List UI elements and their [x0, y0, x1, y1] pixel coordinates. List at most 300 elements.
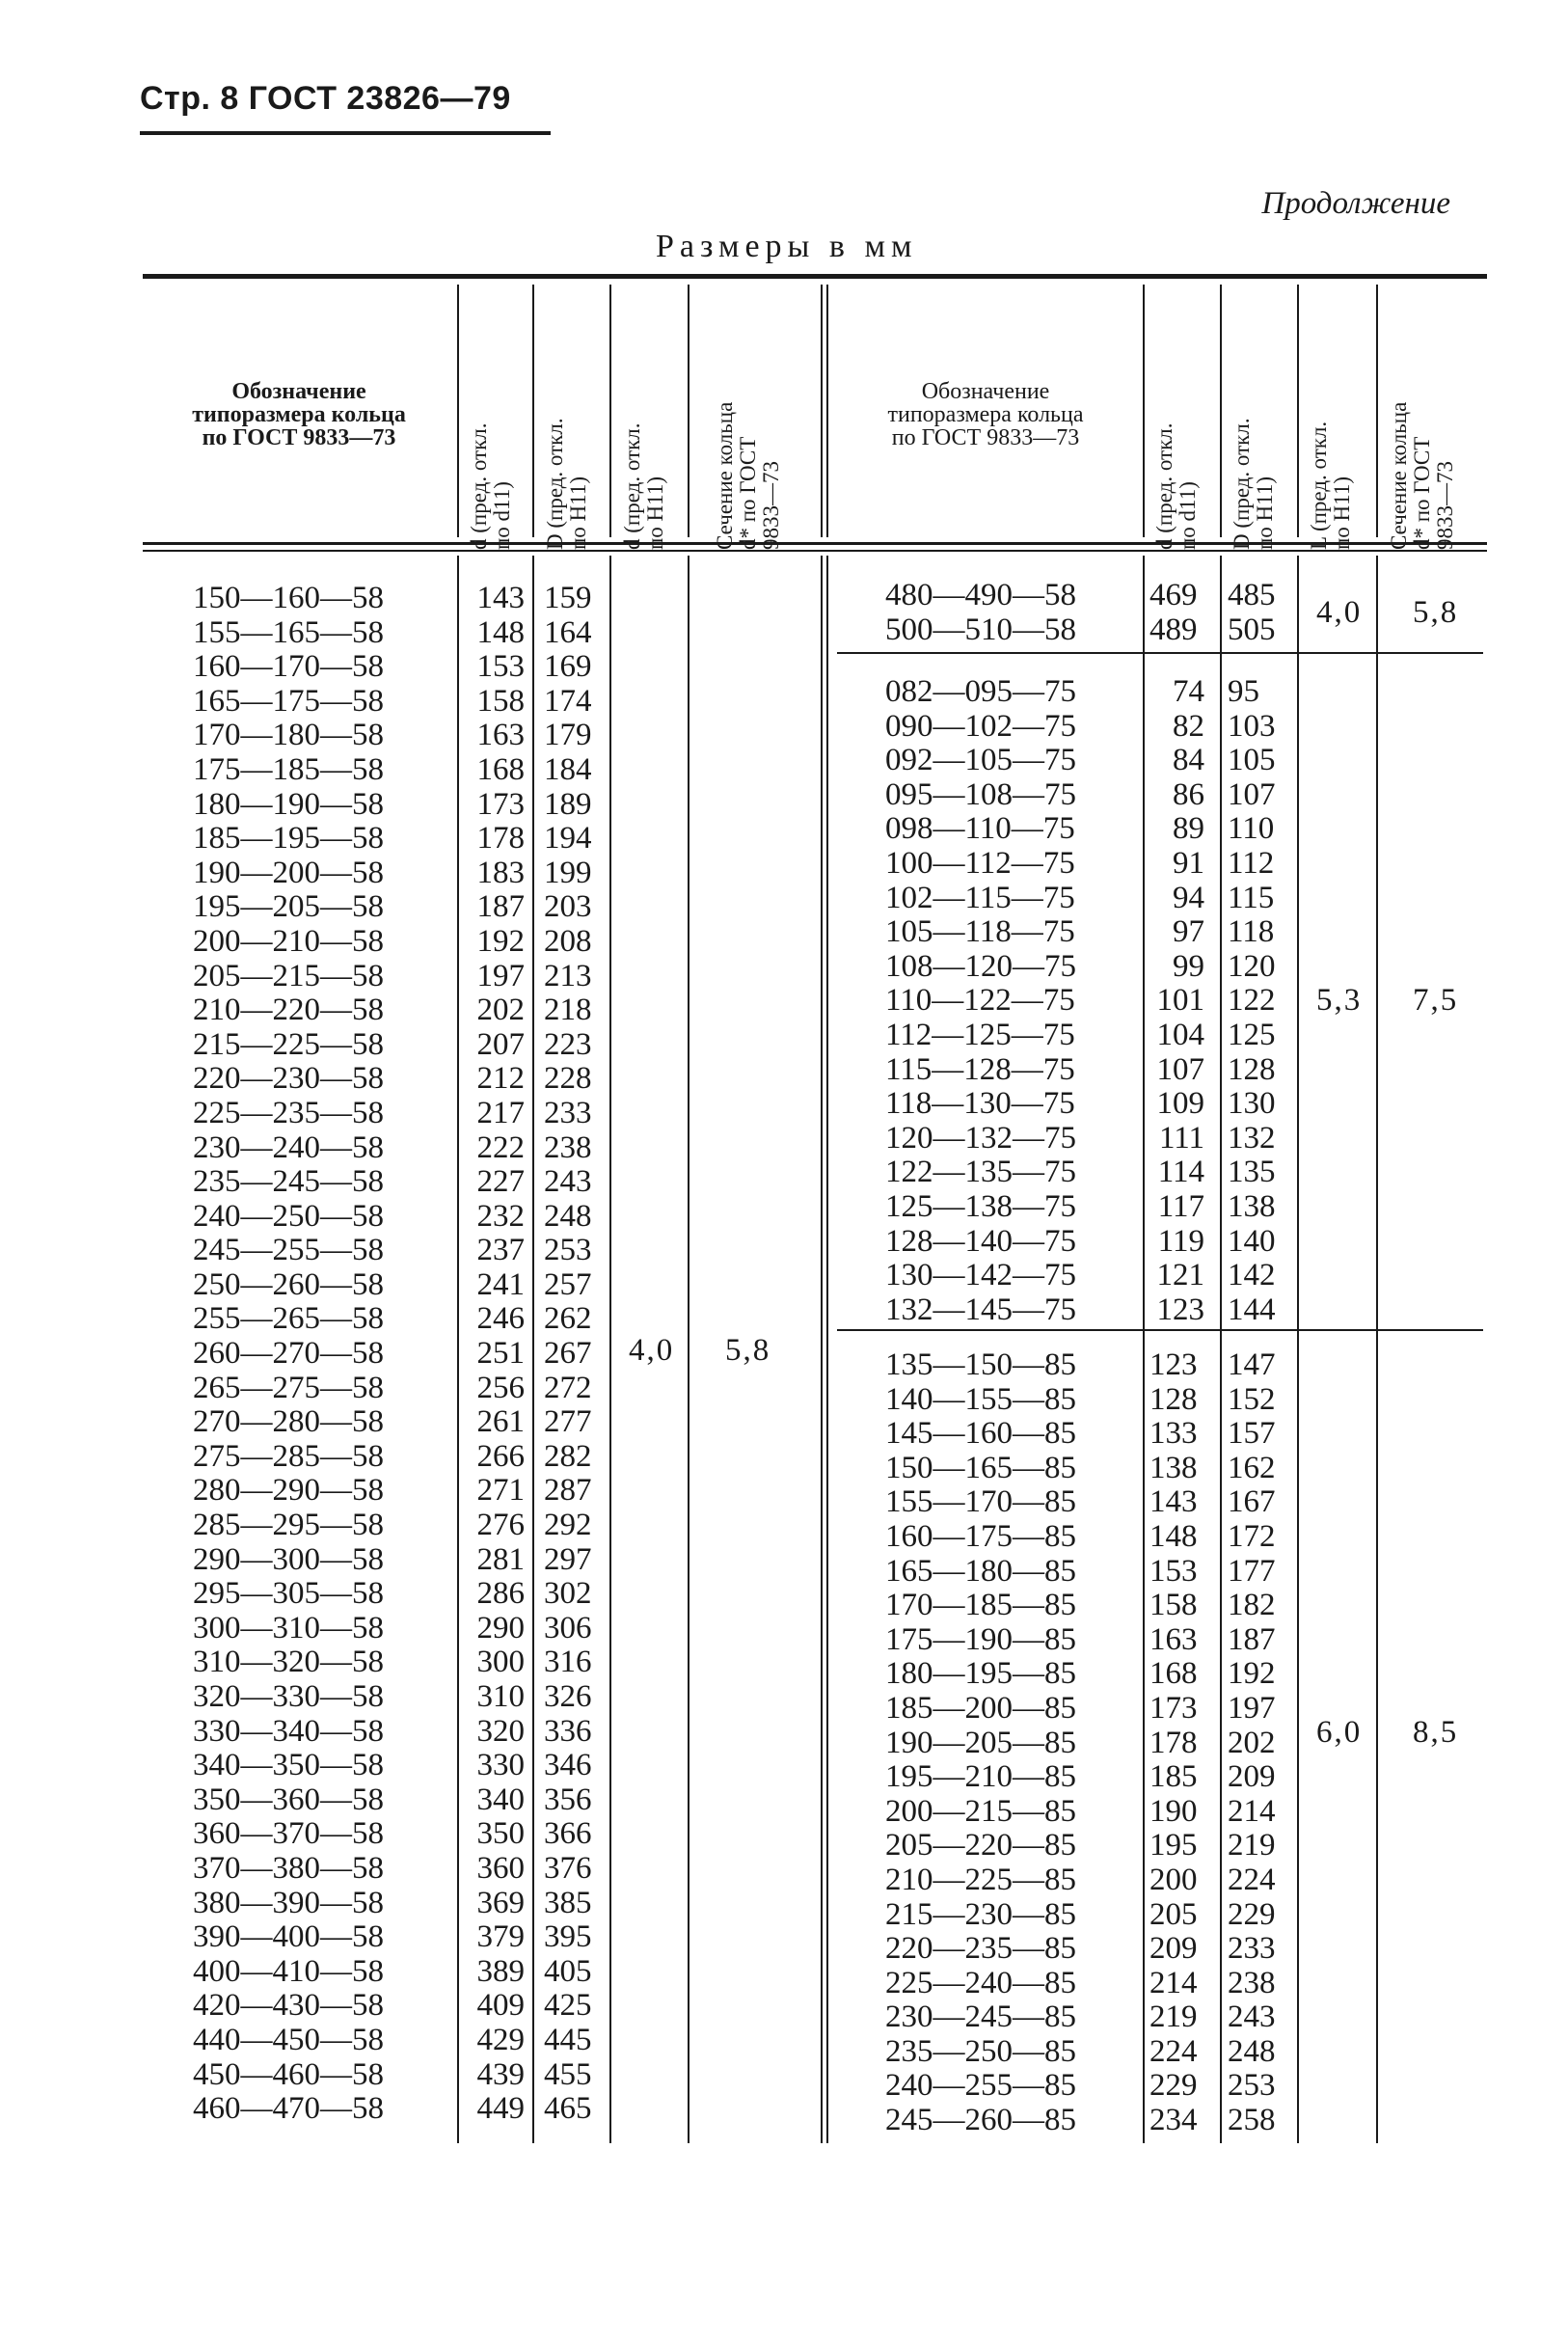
- table-cell-d: 234: [1149, 2103, 1198, 2138]
- table-row-designation: 132—145—75: [885, 1292, 1076, 1327]
- table-cell-d: 74: [1173, 674, 1204, 709]
- table-cell-D: 189: [544, 786, 592, 822]
- table-cell-d: 200: [1149, 1862, 1198, 1897]
- table-row-designation: 280—290—58: [193, 1473, 384, 1509]
- table-row-designation: 320—330—58: [193, 1679, 384, 1714]
- table-row-designation: 275—285—58: [193, 1438, 384, 1474]
- table-cell-D: 326: [544, 1679, 592, 1714]
- table-cell-d: 224: [1149, 2033, 1198, 2069]
- table-row-designation: 200—215—85: [885, 1793, 1076, 1829]
- table-row-designation: 250—260—58: [193, 1266, 384, 1302]
- table-row-designation: 265—275—58: [193, 1370, 384, 1405]
- table-cell-d: 439: [476, 2056, 525, 2092]
- table-cell-D: 214: [1228, 1793, 1276, 1829]
- table-cell-d: 148: [1149, 1518, 1198, 1554]
- table-cell-D: 194: [544, 821, 592, 857]
- page-header: Стр. 8 ГОСТ 23826—79: [140, 80, 511, 117]
- table-cell-d: 173: [476, 786, 525, 822]
- table-cell-d: 237: [476, 1233, 525, 1268]
- table-row-designation: 185—200—85: [885, 1690, 1076, 1726]
- table-cell-D: 376: [544, 1850, 592, 1886]
- table-cell-D: 152: [1228, 1381, 1276, 1417]
- table-cell-D: 306: [544, 1610, 592, 1645]
- table-cell-d: 192: [476, 923, 525, 959]
- table-cell-D: 233: [544, 1095, 592, 1130]
- table-cell-D: 140: [1228, 1223, 1276, 1259]
- right-L-header: L (пред. откл. по H11): [1307, 421, 1354, 550]
- table-cell-d: 163: [1149, 1621, 1198, 1657]
- table-row-designation: 235—245—58: [193, 1164, 384, 1200]
- right-body-divider-4: [1376, 556, 1378, 2143]
- table-cell-D: 213: [544, 958, 592, 993]
- table-cell-d: 205: [1149, 1896, 1198, 1932]
- right-section-header: Сечение кольца d* по ГОСТ 9833—73: [1387, 401, 1457, 550]
- table-cell-d: 97: [1173, 914, 1204, 950]
- table-row-designation: 235—250—85: [885, 2033, 1076, 2069]
- left-body-divider-4: [688, 556, 689, 2143]
- table-cell-D: 297: [544, 1541, 592, 1577]
- header-bottom-rule-2: [143, 550, 1487, 552]
- table-row-designation: 370—380—58: [193, 1850, 384, 1886]
- table-cell-D: 157: [1228, 1416, 1276, 1452]
- table-cell-D: 132: [1228, 1120, 1276, 1156]
- left-d-h11-header: d (пред. откл. по H11): [620, 422, 667, 550]
- table-cell-d: 187: [476, 889, 525, 925]
- table-cell-D: 292: [544, 1508, 592, 1543]
- left-header-divider-3: [609, 285, 611, 537]
- table-cell-d: 389: [476, 1953, 525, 1989]
- table-row-designation: 210—225—85: [885, 1862, 1076, 1897]
- table-row-designation: 215—225—58: [193, 1026, 384, 1062]
- table-cell-d: 128: [1149, 1381, 1198, 1417]
- left-designation-header: Обозначение типоразмера кольца по ГОСТ 9833—73: [192, 379, 406, 450]
- table-row-designation: 480—490—58: [885, 578, 1076, 612]
- table-cell-D: 110: [1228, 811, 1275, 847]
- table-top-rule: [143, 274, 1487, 279]
- table-row-designation: 215—230—85: [885, 1896, 1076, 1932]
- right-group2-L: 5,3: [1316, 983, 1363, 1018]
- table-cell-d: 340: [476, 1781, 525, 1817]
- table-cell-D: 135: [1228, 1155, 1276, 1190]
- table-cell-D: 197: [1228, 1690, 1276, 1726]
- table-row-designation: 130—142—75: [885, 1258, 1076, 1293]
- table-cell-D: 248: [544, 1198, 592, 1234]
- right-group3-d: [1149, 1348, 1217, 2138]
- table-cell-d: 469: [1149, 578, 1198, 612]
- table-cell-d: 281: [476, 1541, 525, 1577]
- table-cell-d: 143: [1149, 1484, 1198, 1520]
- table-row-designation: 160—175—85: [885, 1518, 1076, 1554]
- table-cell-d: 82: [1173, 708, 1204, 744]
- table-row-designation: 140—155—85: [885, 1381, 1076, 1417]
- table-row-designation: 160—170—58: [193, 649, 384, 685]
- table-cell-D: 167: [1228, 1484, 1276, 1520]
- table-row-designation: 128—140—75: [885, 1223, 1076, 1259]
- table-cell-D: 107: [1228, 776, 1276, 812]
- table-row-designation: 360—370—58: [193, 1816, 384, 1852]
- table-cell-D: 208: [544, 923, 592, 959]
- table-cell-D: 302: [544, 1576, 592, 1612]
- table-cell-D: 179: [544, 718, 592, 753]
- table-cell-D: 238: [1228, 1965, 1276, 2000]
- table-row-designation: 170—180—58: [193, 718, 384, 753]
- table-cell-d: 369: [476, 1885, 525, 1920]
- right-group2-separator: [837, 1329, 1483, 1331]
- table-cell-d: 133: [1149, 1416, 1198, 1452]
- table-row-designation: 205—220—85: [885, 1828, 1076, 1863]
- table-row-designation: 095—108—75: [885, 776, 1076, 812]
- table-cell-d: 107: [1156, 1051, 1204, 1087]
- table-row-designation: 420—430—58: [193, 1988, 384, 2024]
- right-designation-header: Обозначение типоразмера кольца по ГОСТ 9833—73: [887, 379, 1084, 450]
- table-cell-D: 253: [544, 1233, 592, 1268]
- table-cell-D: 228: [544, 1061, 592, 1097]
- table-cell-d: 101: [1156, 983, 1204, 1019]
- units-caption: Размеры в мм: [656, 229, 918, 264]
- table-cell-D: 267: [544, 1336, 592, 1372]
- table-cell-d: 148: [476, 614, 525, 650]
- table-cell-d: 271: [476, 1473, 525, 1509]
- right-group1-L: 4,0: [1316, 595, 1363, 630]
- right-body-divider-3: [1297, 556, 1299, 2143]
- table-row-designation: 225—240—85: [885, 1965, 1076, 2000]
- table-row-designation: 225—235—58: [193, 1095, 384, 1130]
- left-d-h11-value: 4,0: [629, 1333, 675, 1368]
- table-row-designation: 118—130—75: [885, 1086, 1075, 1122]
- table-row-designation: 450—460—58: [193, 2056, 384, 2092]
- right-group3-designations: [885, 1348, 1136, 2138]
- table-cell-d: 217: [476, 1095, 525, 1130]
- table-cell-D: 346: [544, 1748, 592, 1783]
- table-cell-d: 449: [476, 2091, 525, 2127]
- table-cell-D: 142: [1228, 1258, 1276, 1293]
- right-group1-designations: [885, 579, 1136, 647]
- table-cell-d: 94: [1173, 880, 1204, 915]
- left-body-divider-3: [609, 556, 611, 2143]
- table-cell-D: 395: [544, 1919, 592, 1955]
- table-row-designation: 230—245—85: [885, 1999, 1076, 2035]
- table-cell-D: 455: [544, 2056, 592, 2092]
- table-cell-d: 195: [1149, 1828, 1198, 1863]
- table-row-designation: 122—135—75: [885, 1155, 1076, 1190]
- table-cell-d: 84: [1173, 743, 1204, 778]
- table-row-designation: 200—210—58: [193, 923, 384, 959]
- table-row-designation: 390—400—58: [193, 1919, 384, 1955]
- table-cell-D: 218: [544, 993, 592, 1028]
- table-row-designation: 195—210—85: [885, 1759, 1076, 1795]
- table-cell-d: 286: [476, 1576, 525, 1612]
- table-row-designation: 155—170—85: [885, 1484, 1076, 1520]
- table-row-designation: 098—110—75: [885, 811, 1075, 847]
- table-cell-d: 290: [476, 1610, 525, 1645]
- right-header-divider-2: [1220, 285, 1222, 537]
- table-cell-d: 158: [1149, 1588, 1198, 1623]
- right-group3-section: 8,5: [1413, 1715, 1459, 1750]
- right-group2-designations: [885, 675, 1136, 1327]
- table-row-designation: 115—128—75: [885, 1051, 1075, 1087]
- table-row-designation: 260—270—58: [193, 1336, 384, 1372]
- table-row-designation: 210—220—58: [193, 993, 384, 1028]
- table-cell-d: 209: [1149, 1931, 1198, 1967]
- table-cell-d: 178: [1149, 1725, 1198, 1760]
- table-row-designation: 460—470—58: [193, 2091, 384, 2127]
- table-row-designation: 230—240—58: [193, 1129, 384, 1165]
- table-row-designation: 150—165—85: [885, 1450, 1076, 1485]
- right-group2-d: [1145, 675, 1204, 1327]
- table-cell-D: 243: [1228, 1999, 1276, 2035]
- continuation-label: Продолжение: [1261, 186, 1450, 221]
- table-row-designation: 240—250—58: [193, 1198, 384, 1234]
- right-group1-d: [1149, 579, 1217, 647]
- table-row-designation: 245—260—85: [885, 2103, 1076, 2138]
- table-cell-d: 330: [476, 1748, 525, 1783]
- left-body-divider-2: [532, 556, 534, 2143]
- table-cell-D: 95: [1228, 674, 1259, 709]
- table-cell-D: 169: [544, 649, 592, 685]
- table-cell-D: 287: [544, 1473, 592, 1509]
- table-cell-d: 276: [476, 1508, 525, 1543]
- table-cell-d: 222: [476, 1129, 525, 1165]
- table-row-designation: 240—255—85: [885, 2068, 1076, 2104]
- table-cell-D: 138: [1228, 1188, 1276, 1224]
- table-cell-d: 109: [1156, 1086, 1204, 1122]
- table-row-designation: 135—150—85: [885, 1347, 1076, 1382]
- table-cell-d: 123: [1149, 1347, 1198, 1382]
- table-cell-D: 505: [1228, 612, 1276, 647]
- table-row-designation: 245—255—58: [193, 1233, 384, 1268]
- table-row-designation: 500—510—58: [885, 612, 1076, 647]
- table-cell-D: 118: [1228, 914, 1275, 950]
- table-cell-d: 138: [1149, 1450, 1198, 1485]
- table-row-designation: 125—138—75: [885, 1188, 1076, 1224]
- table-cell-D: 258: [1228, 2103, 1276, 2138]
- left-header-divider-4: [688, 285, 689, 537]
- table-cell-d: 183: [476, 855, 525, 890]
- left-d-header: d (пред. откл. по d11): [467, 422, 514, 550]
- right-group2-D: [1228, 675, 1295, 1327]
- table-cell-D: 172: [1228, 1518, 1276, 1554]
- table-cell-d: 256: [476, 1370, 525, 1405]
- table-cell-D: 224: [1228, 1862, 1276, 1897]
- table-cell-d: 163: [476, 718, 525, 753]
- left-D-column: [544, 582, 609, 2127]
- table-cell-D: 238: [544, 1129, 592, 1165]
- table-row-designation: 310—320—58: [193, 1645, 384, 1680]
- table-cell-D: 465: [544, 2091, 592, 2127]
- table-cell-D: 105: [1228, 743, 1276, 778]
- table-cell-d: 158: [476, 683, 525, 719]
- table-row-designation: 190—200—58: [193, 855, 384, 890]
- center-divider-a: [821, 285, 823, 537]
- table-row-designation: 180—195—85: [885, 1656, 1076, 1692]
- table-row-designation: 185—195—58: [193, 821, 384, 857]
- table-cell-d: 119: [1157, 1223, 1204, 1259]
- table-cell-d: 197: [476, 958, 525, 993]
- header-underline: [140, 131, 551, 135]
- left-section-header: Сечение кольца d* по ГОСТ 9833—73: [713, 401, 783, 550]
- table-cell-d: 310: [476, 1679, 525, 1714]
- left-d-column: [459, 582, 525, 2127]
- table-cell-d: 168: [476, 751, 525, 787]
- table-row-designation: 170—185—85: [885, 1588, 1076, 1623]
- table-cell-D: 356: [544, 1781, 592, 1817]
- right-body-divider-2: [1220, 556, 1222, 2143]
- table-cell-D: 257: [544, 1266, 592, 1302]
- table-cell-d: 117: [1157, 1188, 1204, 1224]
- table-cell-D: 202: [1228, 1725, 1276, 1760]
- table-cell-D: 272: [544, 1370, 592, 1405]
- table-cell-D: 147: [1228, 1347, 1276, 1382]
- right-d-header: d (пред. откл. по d11): [1152, 422, 1200, 550]
- table-row-designation: 255—265—58: [193, 1301, 384, 1337]
- left-D-header: D (пред. откл. по H11): [543, 418, 590, 550]
- table-row-designation: 220—235—85: [885, 1931, 1076, 1967]
- table-row-designation: 270—280—58: [193, 1404, 384, 1440]
- table-cell-d: 219: [1149, 1999, 1198, 2035]
- table-row-designation: 300—310—58: [193, 1610, 384, 1645]
- table-cell-D: 248: [1228, 2033, 1276, 2069]
- table-row-designation: 330—340—58: [193, 1713, 384, 1749]
- left-section-value: 5,8: [725, 1333, 771, 1368]
- table-cell-D: 184: [544, 751, 592, 787]
- table-cell-D: 174: [544, 683, 592, 719]
- table-row-designation: 400—410—58: [193, 1953, 384, 1989]
- table-row-designation: 175—190—85: [885, 1621, 1076, 1657]
- table-cell-d: 232: [476, 1198, 525, 1234]
- table-cell-d: 246: [476, 1301, 525, 1337]
- table-cell-d: 99: [1173, 948, 1204, 984]
- table-cell-d: 89: [1173, 811, 1204, 847]
- table-cell-D: 125: [1228, 1017, 1276, 1052]
- table-cell-D: 405: [544, 1953, 592, 1989]
- table-cell-D: 130: [1228, 1086, 1276, 1122]
- table-cell-d: 121: [1156, 1258, 1204, 1293]
- table-cell-D: 112: [1228, 845, 1275, 881]
- table-cell-D: 199: [544, 855, 592, 890]
- table-row-designation: 440—450—58: [193, 2022, 384, 2057]
- table-row-designation: 295—305—58: [193, 1576, 384, 1612]
- table-row-designation: 205—215—58: [193, 958, 384, 993]
- table-cell-D: 192: [1228, 1656, 1276, 1692]
- table-cell-d: 114: [1157, 1155, 1204, 1190]
- left-header-divider-2: [532, 285, 534, 537]
- table-cell-d: 123: [1156, 1292, 1204, 1327]
- table-cell-D: 164: [544, 614, 592, 650]
- table-cell-D: 115: [1228, 880, 1275, 915]
- table-cell-d: 261: [476, 1404, 525, 1440]
- right-group3-L: 6,0: [1316, 1715, 1363, 1750]
- table-cell-D: 120: [1228, 948, 1276, 984]
- table-row-designation: 112—125—75: [885, 1017, 1075, 1052]
- table-cell-D: 128: [1228, 1051, 1276, 1087]
- table-cell-d: 111: [1158, 1120, 1204, 1156]
- table-cell-d: 214: [1149, 1965, 1198, 2000]
- table-cell-d: 153: [1149, 1553, 1198, 1589]
- table-cell-D: 243: [544, 1164, 592, 1200]
- table-cell-d: 489: [1149, 612, 1198, 647]
- table-row-designation: 220—230—58: [193, 1061, 384, 1097]
- table-row-designation: 092—105—75: [885, 743, 1076, 778]
- table-cell-D: 219: [1228, 1828, 1276, 1863]
- table-cell-d: 379: [476, 1919, 525, 1955]
- table-cell-d: 190: [1149, 1793, 1198, 1829]
- table-cell-D: 229: [1228, 1896, 1276, 1932]
- table-row-designation: 380—390—58: [193, 1885, 384, 1920]
- table-row-designation: 105—118—75: [885, 914, 1075, 950]
- table-cell-D: 485: [1228, 578, 1276, 612]
- table-cell-D: 233: [1228, 1931, 1276, 1967]
- table-cell-d: 320: [476, 1713, 525, 1749]
- table-row-designation: 180—190—58: [193, 786, 384, 822]
- table-cell-d: 185: [1149, 1759, 1198, 1795]
- table-cell-D: 282: [544, 1438, 592, 1474]
- table-cell-D: 336: [544, 1713, 592, 1749]
- table-row-designation: 190—205—85: [885, 1725, 1076, 1760]
- table-cell-D: 203: [544, 889, 592, 925]
- right-header-divider-3: [1297, 285, 1299, 537]
- center-divider-b: [826, 285, 828, 537]
- table-row-designation: 150—160—58: [193, 581, 384, 615]
- table-row-designation: 195—205—58: [193, 889, 384, 925]
- table-cell-D: 316: [544, 1645, 592, 1680]
- right-header-divider-1: [1143, 285, 1145, 537]
- table-cell-d: 229: [1149, 2068, 1198, 2104]
- table-row-designation: 120—132—75: [885, 1120, 1076, 1156]
- table-row-designation: 340—350—58: [193, 1748, 384, 1783]
- center-body-divider-a: [821, 556, 823, 2143]
- table-cell-D: 445: [544, 2022, 592, 2057]
- table-cell-D: 177: [1228, 1553, 1276, 1589]
- table-cell-d: 212: [476, 1061, 525, 1097]
- left-header-divider-1: [457, 285, 459, 537]
- table-cell-d: 86: [1173, 776, 1204, 812]
- table-cell-D: 425: [544, 1988, 592, 2024]
- table-cell-D: 277: [544, 1404, 592, 1440]
- table-cell-d: 266: [476, 1438, 525, 1474]
- right-D-header: D (пред. откл. по H11): [1230, 418, 1277, 550]
- table-cell-D: 182: [1228, 1588, 1276, 1623]
- table-cell-d: 91: [1173, 845, 1204, 881]
- left-designation-column: [193, 582, 453, 2127]
- table-cell-d: 153: [476, 649, 525, 685]
- right-header-divider-4: [1376, 285, 1378, 537]
- table-row-designation: 082—095—75: [885, 674, 1076, 709]
- table-cell-D: 223: [544, 1026, 592, 1062]
- table-cell-d: 251: [476, 1336, 525, 1372]
- right-group1-D: [1228, 579, 1295, 647]
- table-cell-D: 122: [1228, 983, 1276, 1019]
- table-cell-d: 173: [1149, 1690, 1198, 1726]
- table-row-designation: 285—295—58: [193, 1508, 384, 1543]
- table-cell-d: 300: [476, 1645, 525, 1680]
- table-row-designation: 155—165—58: [193, 614, 384, 650]
- table-cell-d: 168: [1149, 1656, 1198, 1692]
- table-cell-D: 144: [1228, 1292, 1276, 1327]
- table-cell-D: 385: [544, 1885, 592, 1920]
- table-row-designation: 110—122—75: [885, 983, 1075, 1019]
- table-cell-d: 360: [476, 1850, 525, 1886]
- right-group3-D: [1228, 1348, 1295, 2138]
- table-cell-d: 178: [476, 821, 525, 857]
- table-row-designation: 145—160—85: [885, 1416, 1076, 1452]
- table-cell-d: 227: [476, 1164, 525, 1200]
- table-row-designation: 090—102—75: [885, 708, 1076, 744]
- table-row-designation: 175—185—58: [193, 751, 384, 787]
- table-cell-D: 262: [544, 1301, 592, 1337]
- table-cell-d: 350: [476, 1816, 525, 1852]
- table-row-designation: 165—175—58: [193, 683, 384, 719]
- table-row-designation: 165—180—85: [885, 1553, 1076, 1589]
